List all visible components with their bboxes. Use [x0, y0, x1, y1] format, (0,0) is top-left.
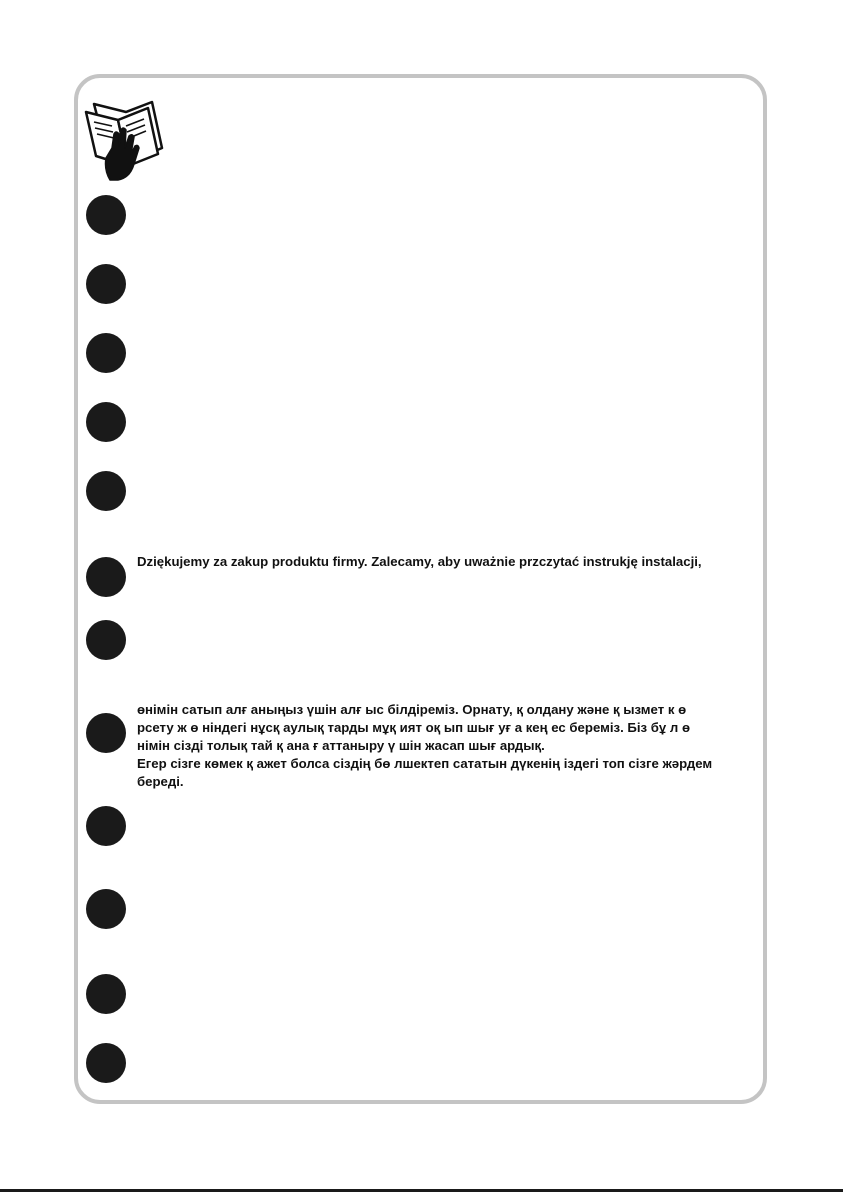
bullet-12 — [86, 1043, 126, 1083]
page-frame — [74, 74, 767, 1104]
manual-icon — [82, 98, 164, 182]
bullet-4 — [86, 402, 126, 442]
bullet-11 — [86, 974, 126, 1014]
bullet-10 — [86, 889, 126, 929]
bullet-6 — [86, 557, 126, 597]
bullet-9 — [86, 806, 126, 846]
paragraph-polish: Dziękujemy za zakup produktu firmy. Zalecamy, aby uważnie przczytać instrukję instalacji, — [137, 554, 702, 569]
bullet-1 — [86, 195, 126, 235]
bullet-8 — [86, 713, 126, 753]
paragraph-kazakh: өнімін сатып алғ аныңыз үшін алғ ыс білдіреміз. Орнату, қ олдану және қ ызмет к ө рсету ж ө ніндегі нұсқ аулық тарды мұқ ият оқ ып шығ уғ а кең ес береміз. Біз бұ л ө німін сізді толық тай қ ана ғ аттаныру ү шін жасап шығ ардық. Егер сізге көмек қ ажет болса сіздің бө лшектеп сататын дүкенің іздегі топ сізге жәрдем береді. — [137, 702, 713, 789]
bullet-5 — [86, 471, 126, 511]
bullet-2 — [86, 264, 126, 304]
bullet-3 — [86, 333, 126, 373]
bullet-7 — [86, 620, 126, 660]
